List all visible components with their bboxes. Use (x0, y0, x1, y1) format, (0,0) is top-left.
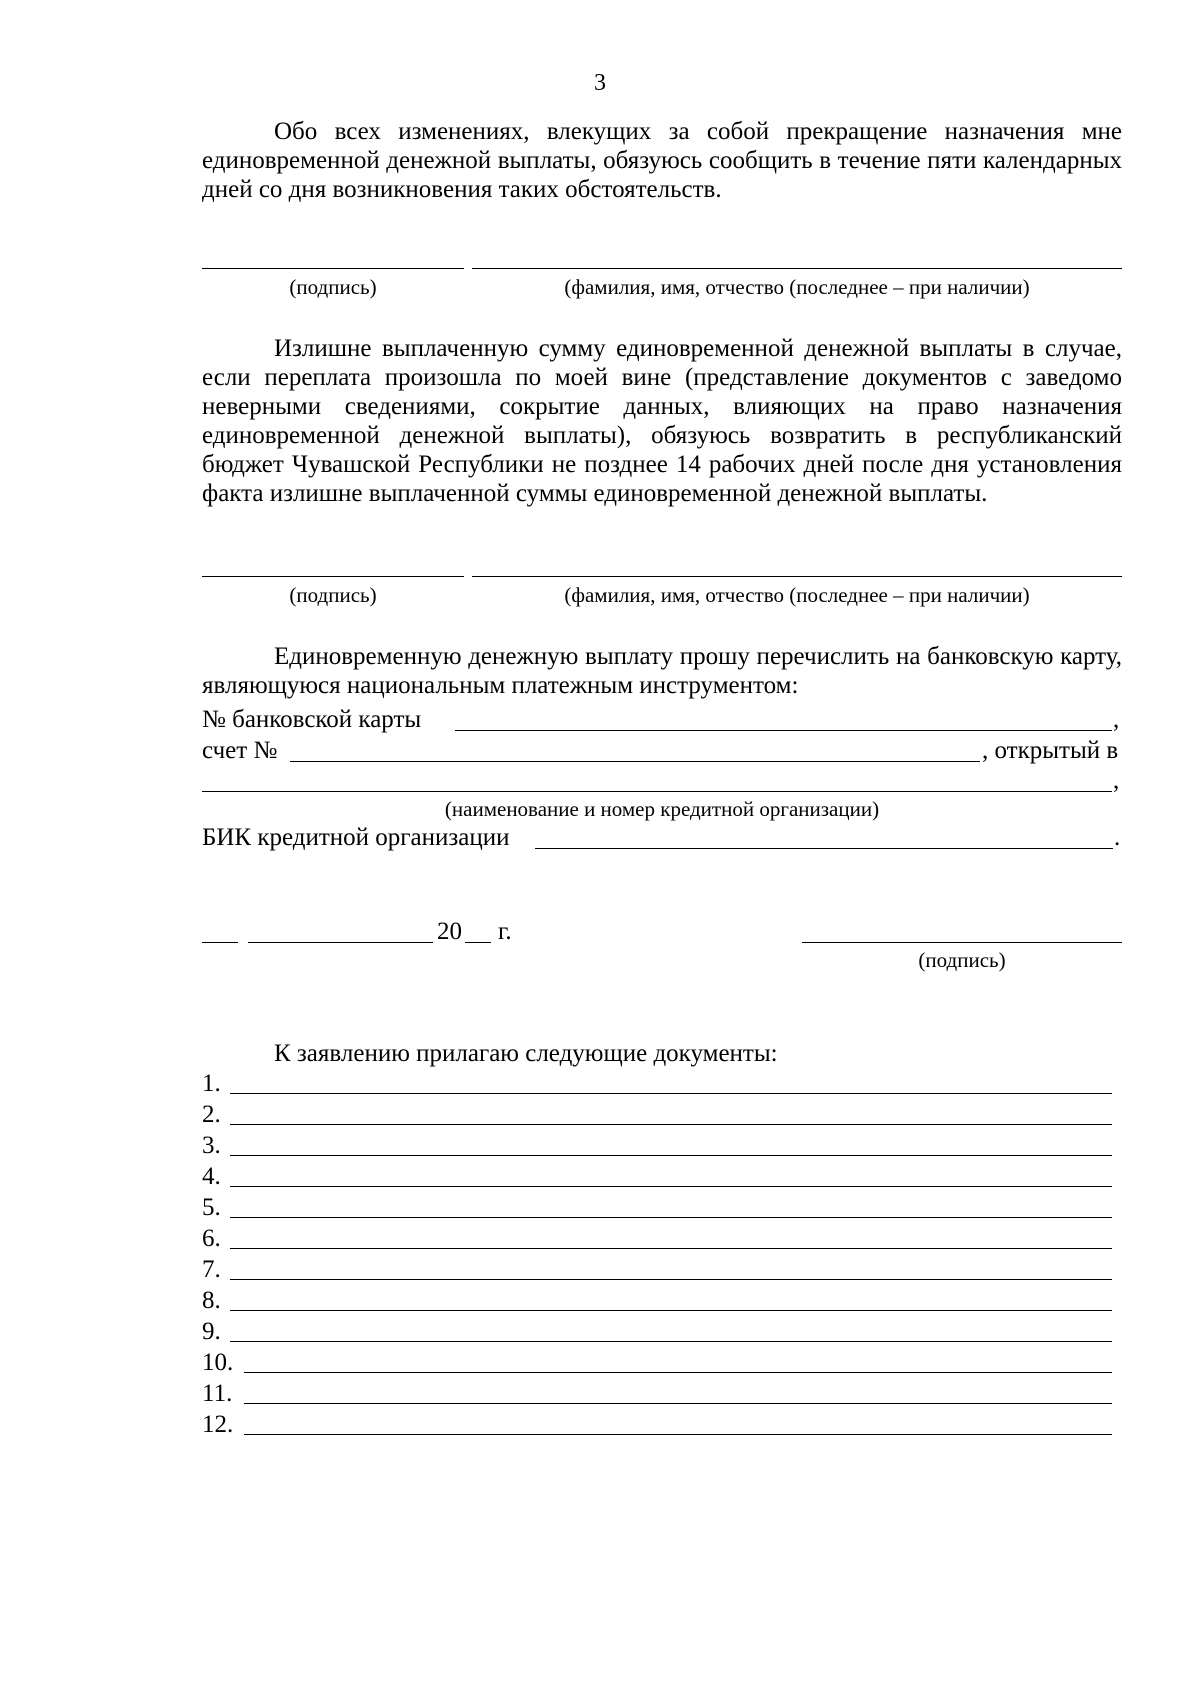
full-name-field-1[interactable] (472, 268, 1122, 269)
credit-org-end: , (1113, 767, 1120, 794)
full-name-field-2[interactable] (472, 576, 1122, 577)
attachment-number: 1. (202, 1070, 221, 1097)
paragraph-notify-changes: Обо всех изменениях, влекущих за собой прекращение назначения мне единовременной денежной выплаты, обязуюсь сообщить в течение пяти календарных дней со дня возникновения таких обстоятельств. (202, 118, 1122, 203)
attachment-field[interactable] (230, 1124, 1112, 1125)
card-number-field[interactable] (455, 730, 1112, 731)
attachment-item (202, 1193, 1112, 1222)
attachment-number: 3. (202, 1132, 221, 1159)
attachment-item (202, 1410, 1112, 1439)
attachment-item (202, 1162, 1112, 1191)
paragraph-overpayment-return: Излишне выплаченную сумму единовременной денежной выплаты в случае, если переплата произошла по моей вине (представление документов с заведомо неверными сведениями, сокрытие данных, влияющих на право назначения единовременной денежной выплаты), обязуюсь возвратить в республиканский бюджет Чувашской Республики не позднее 14 рабочих дней после дня установления факта излишне выплаченной суммы единовременной денежной выплаты. (202, 335, 1122, 507)
attachment-number: 8. (202, 1287, 221, 1314)
attachment-field[interactable] (230, 1155, 1112, 1156)
attachment-item (202, 1224, 1112, 1253)
attachment-field[interactable] (244, 1434, 1112, 1435)
attachment-field[interactable] (244, 1372, 1112, 1373)
account-label: счет № (202, 737, 278, 764)
attachment-number: 2. (202, 1101, 221, 1128)
bik-end: . (1114, 824, 1121, 851)
page-number: 3 (594, 70, 606, 96)
bik-field[interactable] (535, 848, 1113, 849)
attachment-item (202, 1317, 1112, 1346)
attachment-item (202, 1131, 1112, 1160)
attachment-number: 10. (202, 1349, 234, 1376)
date-month-field[interactable] (248, 942, 433, 943)
attachment-number: 4. (202, 1163, 221, 1190)
attachment-number: 6. (202, 1225, 221, 1252)
attachment-number: 11. (202, 1380, 233, 1407)
attachment-item (202, 1069, 1112, 1098)
date-day-field[interactable] (202, 942, 238, 943)
full-name-caption-2: (фамилия, имя, отчество (последнее – при наличии) (564, 583, 1030, 607)
card-number-end: , (1113, 706, 1120, 733)
attachment-item (202, 1286, 1112, 1315)
attachment-number: 12. (202, 1411, 234, 1438)
credit-org-name-field[interactable] (202, 791, 1112, 792)
bik-label: БИК кредитной организации (202, 824, 510, 851)
attachment-item (202, 1100, 1112, 1129)
signature-caption-2: (подпись) (289, 583, 377, 607)
date-year-field[interactable] (465, 942, 491, 943)
attachment-field[interactable] (230, 1093, 1112, 1094)
attachment-number: 9. (202, 1318, 221, 1345)
attachment-number: 5. (202, 1194, 221, 1221)
attachment-item (202, 1348, 1112, 1377)
credit-org-caption: (наименование и номер кредитной организации) (444, 797, 880, 821)
attachment-item (202, 1255, 1112, 1284)
attachment-field[interactable] (230, 1186, 1112, 1187)
attachments-heading: К заявлению прилагаю следующие документы: (274, 1040, 778, 1067)
attachment-field[interactable] (230, 1217, 1112, 1218)
account-number-field[interactable] (290, 761, 980, 762)
date-signature-caption: (подпись) (918, 948, 1006, 972)
full-name-caption-1: (фамилия, имя, отчество (последнее – при наличии) (564, 275, 1030, 299)
signature-field-1[interactable] (202, 268, 464, 269)
signature-caption-1: (подпись) (289, 275, 377, 299)
account-opened-in: , открытый в (982, 737, 1119, 764)
attachment-number: 7. (202, 1256, 221, 1283)
date-year-suffix: г. (498, 918, 512, 945)
signature-field-2[interactable] (202, 576, 464, 577)
attachment-field[interactable] (230, 1248, 1112, 1249)
attachment-item (202, 1379, 1112, 1408)
attachment-field[interactable] (230, 1341, 1112, 1342)
attachment-field[interactable] (230, 1279, 1112, 1280)
date-signature-field[interactable] (802, 942, 1122, 943)
date-year-prefix: 20 (437, 918, 462, 945)
card-number-label: № банковской карты (202, 706, 422, 733)
attachment-field[interactable] (244, 1403, 1112, 1404)
paragraph-bank-transfer: Единовременную денежную выплату прошу перечислить на банковскую карту, являющуюся национальным платежным инструментом: (202, 643, 1122, 699)
attachment-field[interactable] (230, 1310, 1112, 1311)
